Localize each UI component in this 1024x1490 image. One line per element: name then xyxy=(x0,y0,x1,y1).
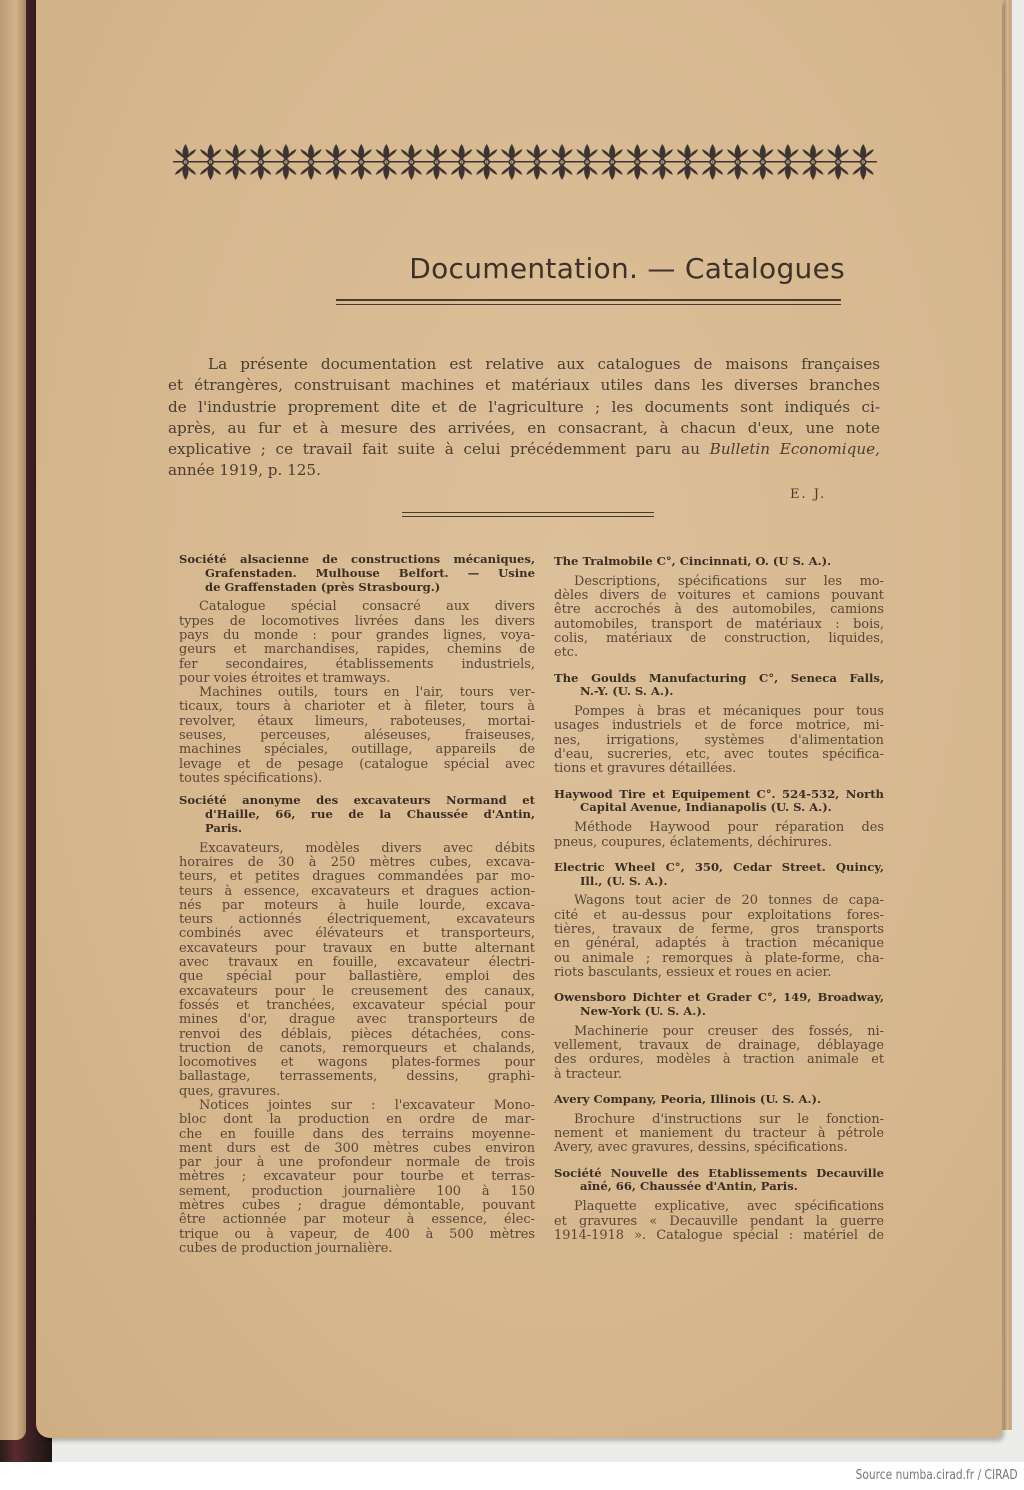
description-line: etc. xyxy=(554,645,579,661)
description-line: seuses, perceuses, aléseuses, fraiseuses, xyxy=(179,728,535,744)
description-line: Excavateurs, modèles divers avec débits xyxy=(199,840,535,856)
description-line: geurs et marchandises, rapides, chemins de xyxy=(179,642,535,658)
intro-line-text: explicative ; ce travail fait suite à celui précédemment paru au xyxy=(168,440,710,459)
description-line: nes, irrigations, systèmes d'alimentation xyxy=(554,732,884,748)
intro-line: année 1919, p. 125. xyxy=(168,461,321,480)
entry-description xyxy=(179,1099,535,1256)
heading-line: Grafenstaden. Mulhouse Belfort. — Usine xyxy=(205,565,535,580)
catalogue-entry xyxy=(179,794,535,1256)
heading-line: Avery Company, Peoria, Illinois (U. S. A.). xyxy=(554,1092,822,1106)
description-line: automobiles, transport de matériaux : bois, xyxy=(554,616,884,632)
intro-line xyxy=(168,439,880,460)
description-line: renvoi des déblais, pièces détachées, cons- xyxy=(179,1026,535,1042)
description-line: et gravures « Decauville pendant la guerre xyxy=(554,1213,884,1229)
description-line: Méthode Haywood pour réparation des xyxy=(574,820,884,836)
catalogue-entry xyxy=(554,672,884,777)
entry-description xyxy=(179,842,535,1099)
section-divider xyxy=(402,512,654,517)
heading-line: Société alsacienne de constructions mécaniques, xyxy=(179,552,535,566)
description-line: tières, travaux de ferme, gros transports xyxy=(554,922,884,938)
description-line: ballastage, terrassements, dessins, graphi- xyxy=(179,1069,535,1085)
heading-line: The Goulds Manufacturing C°, Seneca Falls, xyxy=(554,670,884,685)
description-line: pays du monde : pour grandes lignes, voya- xyxy=(179,627,535,643)
description-line: pour voies étroites et tramways. xyxy=(179,670,391,686)
description-line: horaires de 30 à 250 mètres cubes, excava- xyxy=(179,854,535,870)
intro-line: et étrangères, construisant machines et matériaux utiles dans les diverses branches xyxy=(168,376,880,395)
description-line: cubes de production journalière. xyxy=(179,1240,393,1256)
description-line: usages industriels et de force motrice, mi- xyxy=(554,718,884,734)
description-line: sement, production journalière 100 à 150 xyxy=(179,1183,535,1199)
catalogue-entry xyxy=(554,991,884,1082)
description-line: tions et gravures détaillées. xyxy=(554,761,737,777)
description-line: à tracteur. xyxy=(554,1066,622,1082)
entry-description xyxy=(554,1025,884,1082)
description-line: Pompes à bras et mécaniques pour tous xyxy=(574,704,884,720)
company-heading xyxy=(554,672,884,700)
entry-description xyxy=(179,600,535,686)
description-line: excavateurs pour le creusement des canaux, xyxy=(179,983,535,999)
description-line: machines spéciales, outillage, appareils de xyxy=(179,742,535,758)
catalogue-entry xyxy=(554,1167,884,1243)
description-line: Notices jointes sur : l'excavateur Mono- xyxy=(199,1097,535,1113)
description-line: Descriptions, spécifications sur les mo- xyxy=(574,573,884,589)
description-line: Machinerie pour creuser des fossés, ni- xyxy=(574,1023,884,1039)
description-line: nés par moteurs à huile lourde, excava- xyxy=(179,897,535,913)
intro-line: après, au fur et à mesure des arrivées, en consacrant, à chacun d'eux, une note xyxy=(168,418,880,437)
description-line: vellement, travaux de drainage, déblayage xyxy=(554,1038,884,1054)
left-page-edge xyxy=(0,0,26,1440)
entry-description xyxy=(554,894,884,980)
description-line: teurs actionnés électriquement, excavateurs xyxy=(179,912,535,928)
right-column xyxy=(554,555,884,1254)
description-line: Avery, avec gravures, dessins, spécifications. xyxy=(554,1140,848,1156)
description-line: teurs, et petites dragues commandées par mo- xyxy=(179,869,535,885)
description-line: mètres cubes ; drague démontable, pouvant xyxy=(179,1198,535,1214)
company-heading xyxy=(554,788,884,816)
description-line: être accrochés à des automobiles, camions xyxy=(554,602,884,618)
heading-line: Electric Wheel C°, 350, Cedar Street. Quincy, xyxy=(554,859,884,874)
intro-paragraph xyxy=(168,354,880,482)
heading-line: New-York (U. S. A.). xyxy=(580,1004,706,1019)
description-line: fossés et tranchées, excavateur spécial pour xyxy=(179,997,535,1013)
description-line: avec travaux en fouille, excavateur électri- xyxy=(179,955,535,971)
entry-description xyxy=(554,821,884,850)
company-heading xyxy=(554,991,884,1019)
description-line: ment durs est de 300 mètres cubes environ xyxy=(179,1140,535,1156)
description-line: mètres ; excavateur pour tourbe et terras- xyxy=(179,1169,535,1185)
company-heading xyxy=(554,1093,884,1107)
heading-line: Société Nouvelle des Etablissements Decauville xyxy=(554,1165,884,1180)
company-heading xyxy=(554,555,884,569)
heading-line: Société anonyme des excavateurs Normand et xyxy=(179,793,535,808)
entry-description xyxy=(554,1200,884,1243)
heading-line: d'Haille, 66, rue de la Chaussée d'Antin, xyxy=(205,807,535,822)
company-heading xyxy=(179,794,535,835)
heading-line: de Graffenstaden (près Strasbourg.) xyxy=(205,579,441,594)
description-line: toutes spécifications). xyxy=(179,770,323,786)
source-credit: Source numba.cirad.fr / CIRAD xyxy=(855,1468,1018,1483)
description-line: riots basculants, essieux et roues en acier. xyxy=(554,964,832,980)
publication-title: Bulletin Economique, xyxy=(709,440,880,459)
description-line: nement et maniement du tracteur à pétrole xyxy=(554,1126,884,1142)
heading-line: Owensboro Dichter et Grader C°, 149, Broadway, xyxy=(554,990,884,1005)
description-line: fer secondaires, établissements industriels, xyxy=(179,656,535,672)
description-line: Brochure d'instructions sur le fonction- xyxy=(574,1111,884,1127)
description-line: dèles divers de voitures et camions pouvant xyxy=(554,588,884,604)
description-line: Machines outils, tours en l'air, tours ver- xyxy=(199,685,535,701)
heading-line: Ill., (U. S. A.). xyxy=(580,873,668,888)
intro-line: La présente documentation est relative aux catalogues de maisons françaises xyxy=(208,355,880,373)
description-line: revolver, étaux limeurs, raboteuses, mortai- xyxy=(179,713,535,729)
catalogue-entry xyxy=(554,555,884,661)
description-line: que spécial pour ballastière, emploi des xyxy=(179,969,535,985)
description-line: par jour à une profondeur normale de trois xyxy=(179,1155,535,1171)
page-title: Documentation. — Catalogues xyxy=(409,252,845,285)
entry-description xyxy=(179,686,535,786)
intro-line: de l'industrie proprement dite et de l'agriculture ; les documents sont indiqués ci- xyxy=(168,397,880,416)
author-initials: E. J. xyxy=(790,487,827,502)
company-heading xyxy=(179,553,535,594)
description-line: pneus, coupures, éclatements, déchirures. xyxy=(554,834,832,850)
description-line: colis, matériaux de construction, liquides, xyxy=(554,630,884,646)
catalogue-entry xyxy=(554,861,884,980)
description-line: d'eau, sucreries, etc, avec toutes spécifica- xyxy=(554,747,884,763)
description-line: bloc dont la production en ordre de mar- xyxy=(179,1112,535,1128)
description-line: en général, adaptés à traction mécanique xyxy=(554,936,884,952)
heading-line: Capital Avenue, Indianapolis (U. S. A.). xyxy=(580,800,832,815)
description-line: être actionnée par moteur à essence, élec- xyxy=(179,1212,535,1228)
description-line: Wagons tout acier de 20 tonnes de capa- xyxy=(574,893,884,909)
heading-line: aîné, 66, Chaussée d'Antin, Paris. xyxy=(580,1179,798,1194)
decorative-border-ornament xyxy=(173,132,877,192)
catalogue-entry xyxy=(179,553,535,786)
description-line: des ordures, modèles à traction animale et xyxy=(554,1052,884,1068)
description-line: cité et au-dessus pour exploitations fores- xyxy=(554,907,884,923)
description-line: truction de canots, remorqueurs et chalands, xyxy=(179,1040,535,1056)
description-line: combinés avec élévateurs et transporteurs, xyxy=(179,926,535,942)
description-line: teurs à essence, excavateurs et dragues action- xyxy=(179,883,535,899)
description-line: ticaux, tours à charioter et à fileter, tours à xyxy=(179,699,535,715)
catalogue-entry xyxy=(554,1093,884,1156)
heading-line: The Tralmobile C°, Cincinnati, O. (U S. A.). xyxy=(554,554,832,568)
heading-line: N.-Y. (U. S. A.). xyxy=(580,684,674,699)
entry-description xyxy=(554,1113,884,1156)
heading-line: Haywood Tire et Equipement C°. 524-532, North xyxy=(554,786,884,801)
description-line: levage et de pesage (catalogue spécial avec xyxy=(179,756,535,772)
description-line: Catalogue spécial consacré aux divers xyxy=(199,599,535,615)
entry-description xyxy=(554,705,884,776)
description-line: che en fouille dans des terrains moyenne- xyxy=(179,1126,535,1142)
company-heading xyxy=(554,1167,884,1195)
description-line: types de locomotives livrées dans les divers xyxy=(179,613,535,629)
description-line: 1914-1918 ». Catalogue spécial : matériel de xyxy=(554,1227,884,1243)
description-line: ou animale ; remorques à plate-forme, cha- xyxy=(554,950,884,966)
company-heading xyxy=(554,861,884,889)
catalogue-entry xyxy=(554,788,884,850)
description-line: excavateurs pour travaux en butte alternant xyxy=(179,940,535,956)
description-line: ques, gravures. xyxy=(179,1083,281,1099)
description-line: locomotives et wagons plates-formes pour xyxy=(179,1055,535,1071)
description-line: trique ou à vapeur, de 400 à 500 mètres xyxy=(179,1226,535,1242)
description-line: mines d'or, drague avec transporteurs de xyxy=(179,1012,535,1028)
heading-line: Paris. xyxy=(205,820,242,835)
title-double-rule xyxy=(336,299,841,305)
description-line: Plaquette explicative, avec spécifications xyxy=(574,1199,884,1215)
left-column xyxy=(179,553,535,1264)
entry-description xyxy=(554,575,884,661)
